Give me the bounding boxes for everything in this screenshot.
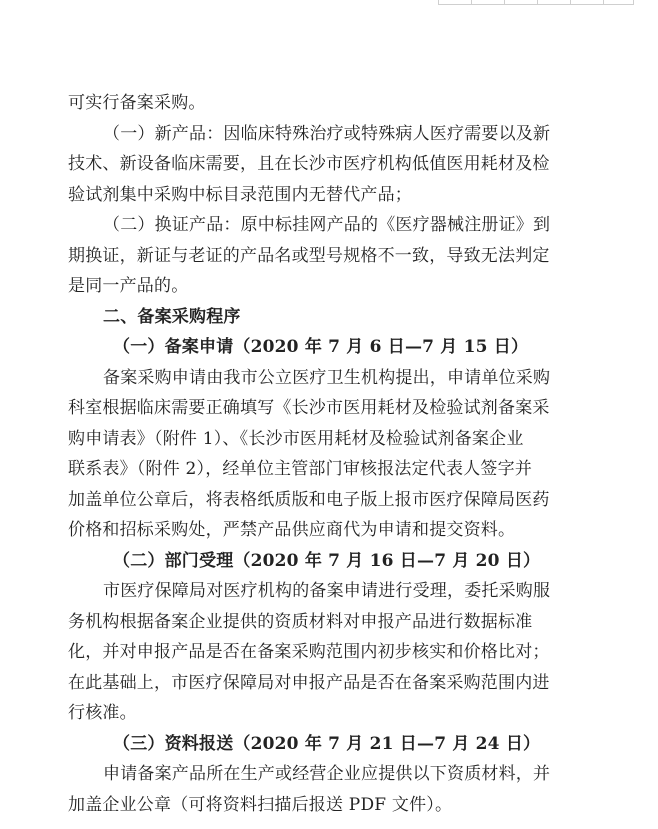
paragraph-first-line: 申请备案产品所在生产或经营企业应提供以下资质材料，并: [103, 764, 551, 784]
subsection-heading: （三）资料报送（2020 年 7 月 21 日—7 月 24 日）: [113, 733, 541, 754]
paragraph-line: 化，并对申报产品是否在备案采购范围内初步核实和价格比对；: [68, 642, 550, 662]
paragraph-line: 是同一产品的。: [68, 276, 189, 296]
section-heading: 二、备案采购程序: [103, 306, 241, 327]
paragraph-first-line: 市医疗保障局对医疗机构的备案申请进行受理，委托采购服: [103, 581, 551, 601]
paragraph-line: 期换证，新证与老证的产品名或型号规格不一致，导致无法判定: [68, 245, 550, 266]
paragraph-line: 验试剂集中采购中标目录范围内无替代产品；: [68, 184, 412, 205]
subsection-heading: （二）部门受理（2020 年 7 月 16 日—7 月 20 日）: [113, 550, 541, 571]
paragraph-line: 科室根据临床需要正确填写《长沙市医用耗材及检验试剂备案采: [68, 398, 550, 418]
paragraph-line: 务机构根据备案企业提供的资质材料对申报产品进行数据标准: [68, 611, 533, 632]
paragraph-first-line: （一）新产品：因临床特殊治疗或特殊病人医疗需要以及新: [103, 123, 551, 144]
subsection-heading: （一）备案申请（2020 年 7 月 6 日—7 月 15 日）: [113, 337, 529, 357]
scan-border-lines: [438, 0, 634, 5]
paragraph-line: 在此基础上，市医疗保障局对申报产品是否在备案采购范围内进: [68, 672, 550, 693]
paragraph-line: 加盖单位公章后，将表格纸质版和电子版上报市医疗保障局医药: [68, 489, 550, 510]
paragraph-line: 购申请表》（附件 1）、《长沙市医用耗材及检验试剂备案企业: [68, 428, 524, 449]
paragraph-first-line: 备案采购申请由我市公立医疗卫生机构提出，申请单位采购: [103, 367, 551, 388]
paragraph-line: 行核准。: [68, 703, 137, 723]
document-body: [68, 88, 558, 820]
paragraph-line: 加盖企业公章（可将资料扫描后报送 PDF 文件）。: [68, 794, 453, 815]
paragraph-line: 技术、新设备临床需要，且在长沙市医疗机构低值医用耗材及检: [68, 154, 550, 174]
paragraph-line: 价格和招标采购处，严禁产品供应商代为申请和提交资料。: [68, 520, 516, 540]
paragraph-line: 联系表》（附件 2），经单位主管部门审核报法定代表人签字并: [68, 459, 533, 479]
paragraph-line: 可实行备案采购。: [68, 93, 206, 113]
paragraph-first-line: （二）换证产品：原中标挂网产品的《医疗器械注册证》到: [103, 215, 551, 235]
